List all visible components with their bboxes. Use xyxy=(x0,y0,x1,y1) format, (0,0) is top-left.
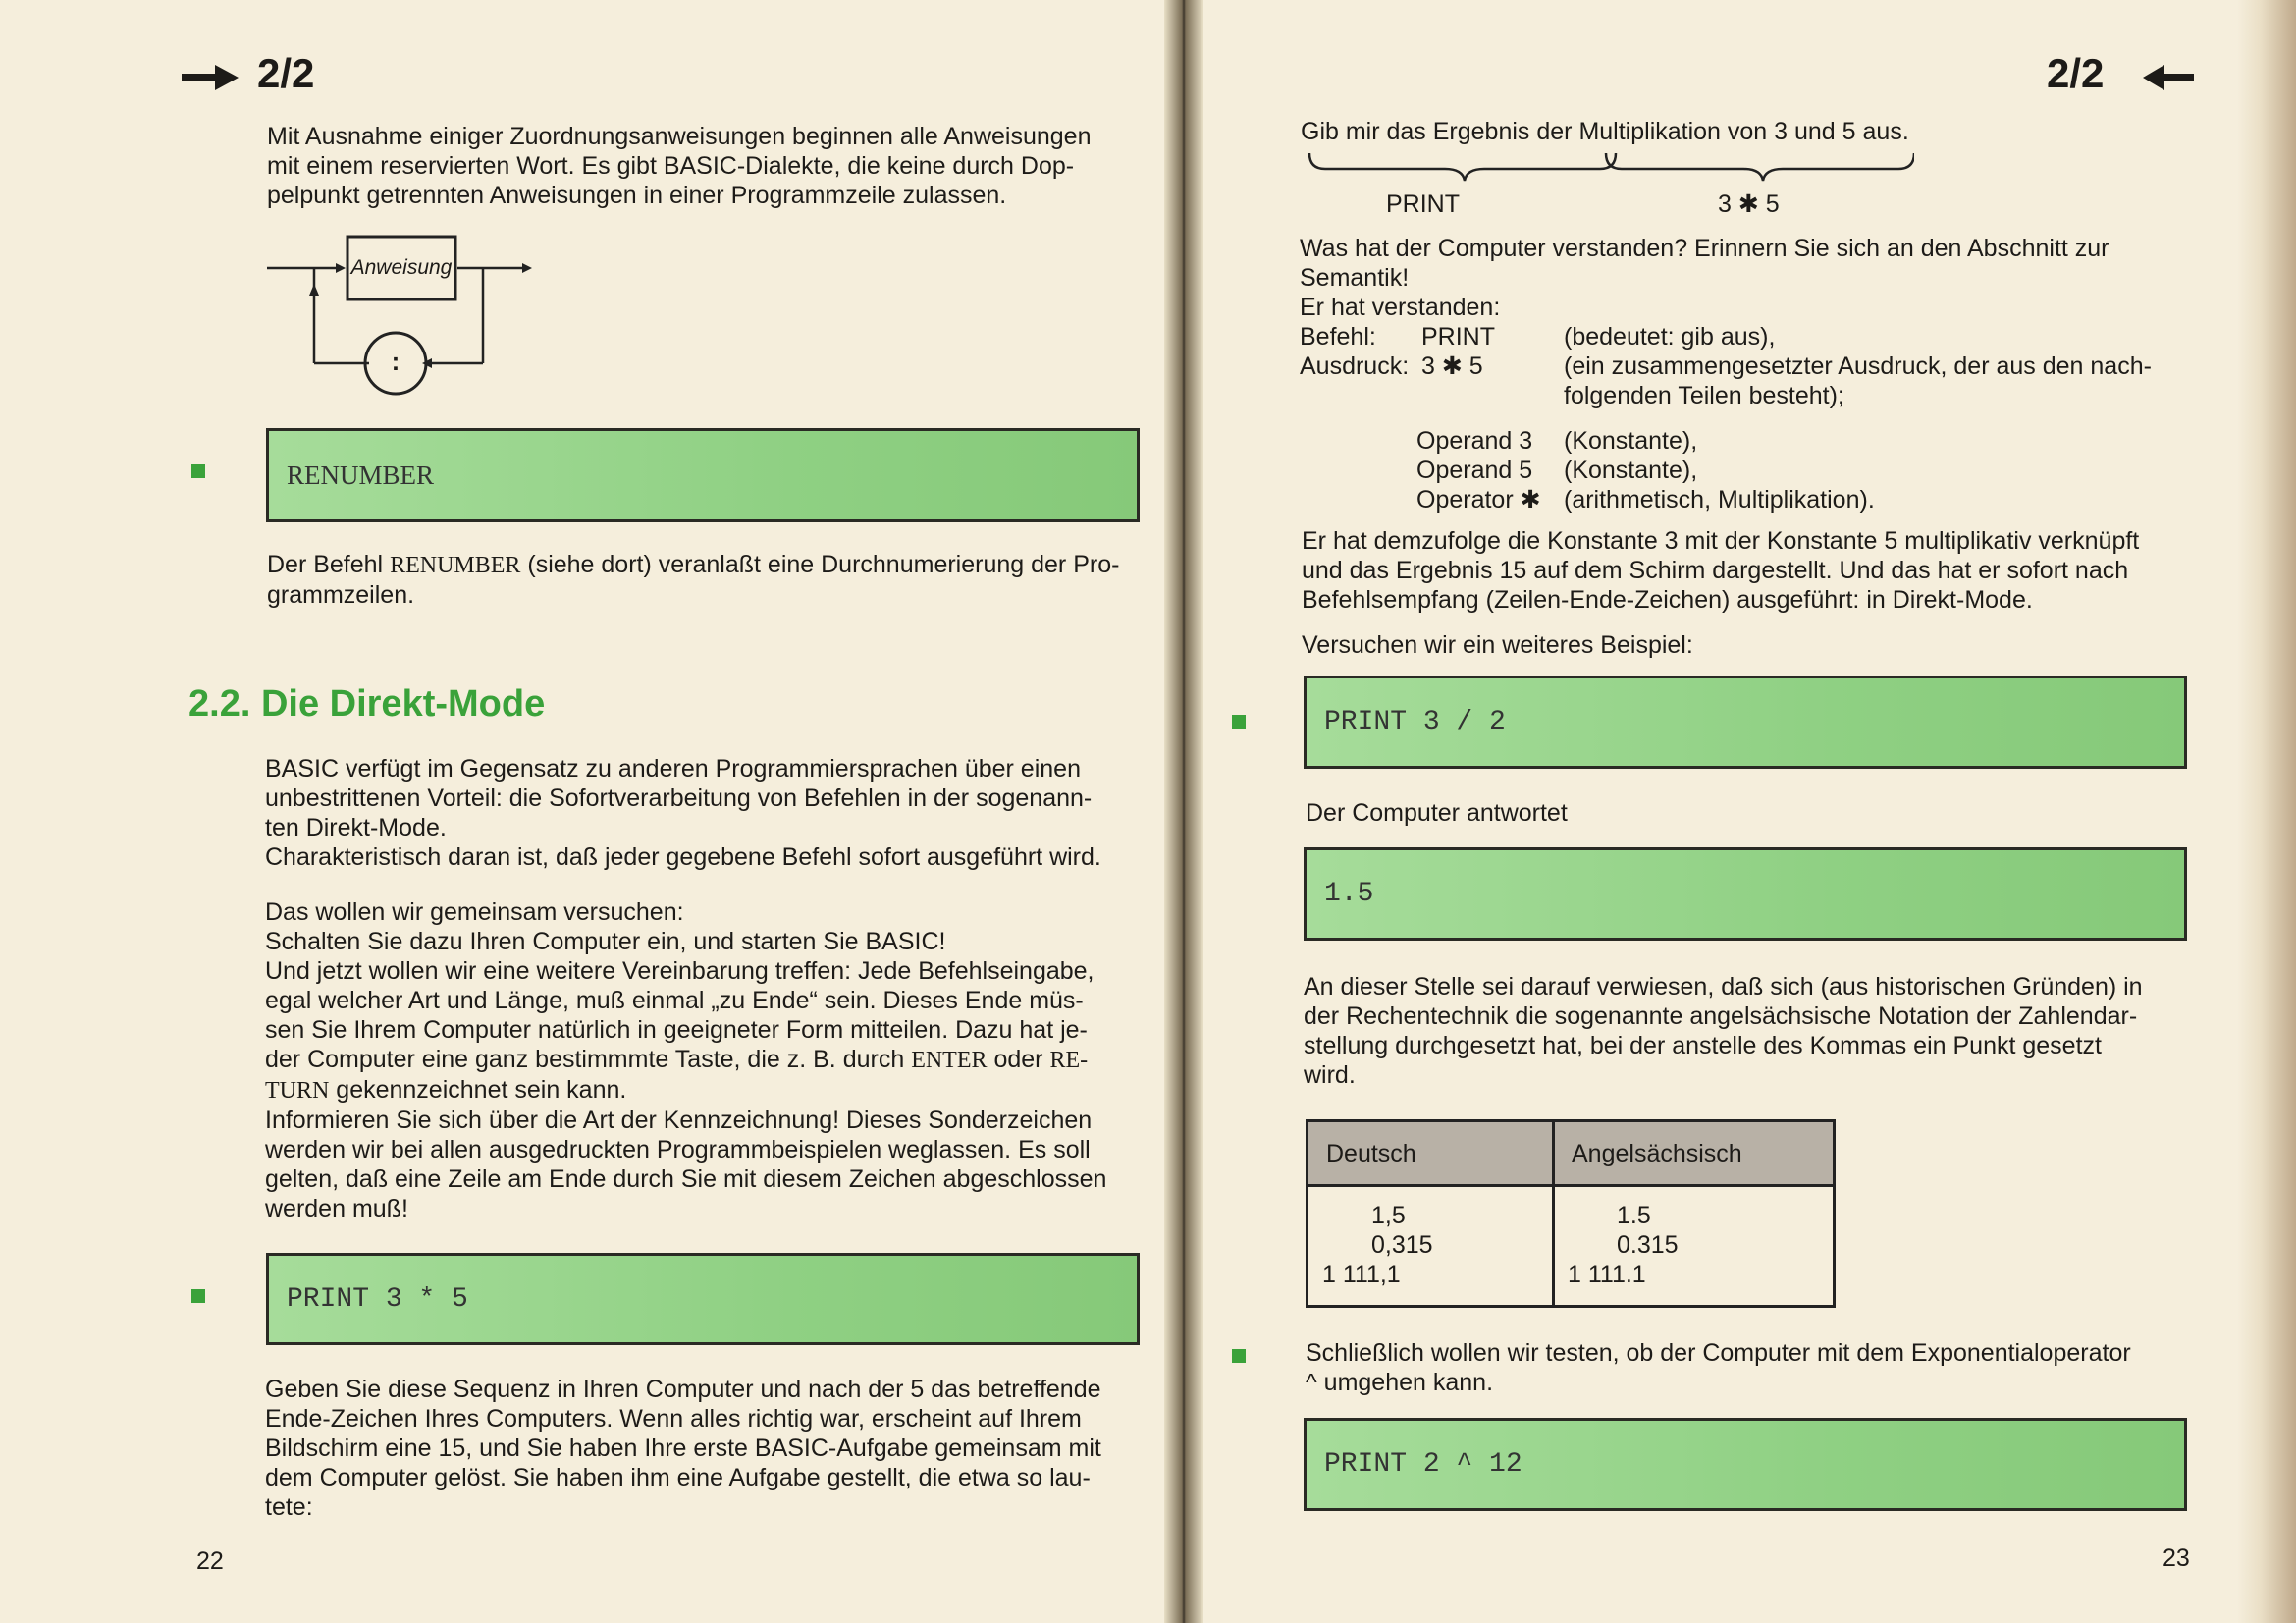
question-paragraph xyxy=(1300,234,2183,322)
table-column-deutsch xyxy=(1322,1201,1538,1289)
arrow-right-icon xyxy=(182,63,240,92)
text-line: Geben Sie diese Sequenz in Ihren Computer und nach der 5 das betreffende xyxy=(265,1376,1101,1403)
ausdruck-description xyxy=(1564,352,2192,410)
text-line: Charakteristisch daran ist, daß jeder gegebene Befehl sofort ausgeführt wird. xyxy=(265,843,1101,871)
text-line: mit einem reservierten Wort. Es gibt BASIC-Dialekte, die keine durch Dop- xyxy=(267,152,1075,180)
renumber-paragraph xyxy=(267,550,1150,610)
book-gutter xyxy=(1164,0,1203,1623)
right-header-label: 2/2 xyxy=(2047,50,2105,96)
text-line: Schalten Sie dazu Ihren Computer ein, und starten Sie BASIC! xyxy=(265,928,946,955)
instructions-paragraph xyxy=(265,897,1153,1223)
diagram-box-label: Anweisung xyxy=(350,256,453,279)
text-line: grammzeilen. xyxy=(267,581,415,609)
text-line: Was hat der Computer verstanden? Erinnern Sie sich an den Abschnitt zur xyxy=(1300,235,2109,262)
notation-paragraph xyxy=(1304,972,2192,1090)
inline-code: ENTER xyxy=(911,1048,988,1073)
text-line xyxy=(265,1045,1153,1075)
text-line: stellung durchgesetzt hat, bei der anstelle des Kommas ein Punkt gesetzt xyxy=(1304,1032,2102,1059)
left-intro-paragraph xyxy=(267,122,1150,210)
inline-code: RE- xyxy=(1049,1048,1089,1073)
code-box-print-exponent xyxy=(1304,1418,2187,1511)
text-line: Er hat demzufolge die Konstante 3 mit der Konstante 5 multiplikativ verknüpft xyxy=(1302,527,2140,555)
operand-list xyxy=(1416,426,2202,514)
brace-marks xyxy=(1306,149,1914,185)
text-line: tete: xyxy=(265,1493,313,1521)
ausdruck-value: 3 ✱ 5 xyxy=(1421,352,1483,380)
text-line xyxy=(265,1075,1153,1106)
text-line: ten Direkt-Mode. xyxy=(265,814,447,841)
operand-row xyxy=(1416,426,2202,456)
befehl-label: Befehl: xyxy=(1300,323,1376,351)
operand-label: Operand 5 xyxy=(1416,457,1533,484)
notation-table xyxy=(1306,1119,1836,1308)
inline-code: RENUMBER xyxy=(390,553,521,578)
table-header-deutsch: Deutsch xyxy=(1326,1140,1416,1167)
text-line: und das Ergebnis 15 auf dem Schirm dargestellt. Und das hat er sofort nach xyxy=(1302,557,2129,584)
instruction-sentence: Gib mir das Ergebnis der Multiplikation von 3 und 5 aus. xyxy=(1301,118,1909,145)
bullet-marker xyxy=(1232,1349,1246,1363)
text-run: der Computer eine ganz bestimmmte Taste, die z. B. durch xyxy=(265,1046,912,1073)
brace-label-expression: 3 ✱ 5 xyxy=(1718,190,1780,218)
section-heading xyxy=(188,681,545,727)
section-number: 2.2. xyxy=(188,683,251,725)
text-line: unbestrittenen Vorteil: die Sofortverarbeitung von Befehlen in der sogenann- xyxy=(265,784,1093,812)
code-text: PRINT 3 * 5 xyxy=(287,1283,468,1315)
explanation-paragraph xyxy=(1302,526,2190,615)
inline-code: TURN xyxy=(265,1078,330,1104)
operand-label: Operator ✱ xyxy=(1416,486,1541,514)
operand-description: (arithmetisch, Multiplikation). xyxy=(1564,486,1875,514)
text-line: An dieser Stelle sei darauf verwiesen, daß sich (aus historischen Gründen) in xyxy=(1304,973,2143,1001)
text-line: ^ umgehen kann. xyxy=(1306,1369,1494,1396)
text-line: Semantik! xyxy=(1300,264,1410,292)
operand-description: (Konstante), xyxy=(1564,427,1698,455)
diagram-separator-label: : xyxy=(391,347,400,376)
table-cell: 0.315 xyxy=(1617,1231,1679,1259)
table-cell: 1,5 xyxy=(1371,1202,1406,1229)
right-header xyxy=(2047,49,2194,100)
operand-label: Operand 3 xyxy=(1416,427,1533,455)
text-run: Der Befehl xyxy=(267,551,391,578)
operand-row xyxy=(1416,485,2202,514)
exponent-paragraph xyxy=(1306,1338,2194,1397)
text-line: folgenden Teilen besteht); xyxy=(1564,382,1844,409)
table-cell: 1 111.1 xyxy=(1568,1261,1646,1288)
text-line: wird. xyxy=(1304,1061,1356,1089)
text-line: sen Sie Ihrem Computer natürlich in geeigneter Form mitteilen. Dazu hat je- xyxy=(265,1016,1088,1044)
operand-description: (Konstante), xyxy=(1564,457,1698,484)
next-example-text: Versuchen wir ein weiteres Beispiel: xyxy=(1302,631,1693,659)
section-title: Die Direkt-Mode xyxy=(260,683,546,725)
text-line: egal welcher Art und Länge, muß einmal „zu Ende“ sein. Dieses Ende müs- xyxy=(265,987,1084,1014)
table-cell: 1.5 xyxy=(1617,1202,1651,1229)
ausdruck-label: Ausdruck: xyxy=(1300,352,1410,380)
text-run: (siehe dort) veranlaßt eine Durchnumerierung der Pro- xyxy=(520,551,1120,578)
text-line: Bildschirm eine 15, und Sie haben Ihre erste BASIC-Aufgabe gemeinsam mit xyxy=(265,1434,1101,1462)
code-box-renumber xyxy=(266,428,1140,522)
result-paragraph xyxy=(265,1375,1153,1522)
text-line: Er hat verstanden: xyxy=(1300,294,1501,321)
table-cell: 0,315 xyxy=(1371,1231,1433,1259)
text-line: dem Computer gelöst. Sie haben ihm eine Aufgabe gestellt, die etwa so lau- xyxy=(265,1464,1091,1491)
text-line: Schließlich wollen wir testen, ob der Computer mit dem Exponentialoperator xyxy=(1306,1339,2131,1367)
text-line: werden muß! xyxy=(265,1195,408,1222)
bullet-marker xyxy=(191,464,205,478)
code-text: RENUMBER xyxy=(287,460,435,490)
code-box-output xyxy=(1304,847,2187,941)
syntax-diagram xyxy=(265,231,540,407)
left-header-label: 2/2 xyxy=(257,50,315,96)
code-text: 1.5 xyxy=(1324,879,1374,909)
page-number-left: 22 xyxy=(196,1547,224,1575)
bullet-marker xyxy=(191,1289,205,1303)
text-line: Das wollen wir gemeinsam versuchen: xyxy=(265,898,684,926)
direct-mode-paragraph xyxy=(265,754,1153,872)
table-header-angelsaechsisch: Angelsächsisch xyxy=(1572,1140,1742,1167)
befehl-description: (bedeutet: gib aus), xyxy=(1564,323,1776,351)
text-line: gelten, daß eine Zeile am Ende durch Sie mit diesem Zeichen abgeschlossen xyxy=(265,1165,1107,1193)
text-line: werden wir bei allen ausgedruckten Programmbeispielen weglassen. Es soll xyxy=(265,1136,1091,1163)
befehl-value: PRINT xyxy=(1421,323,1495,351)
computer-answer-label: Der Computer antwortet xyxy=(1306,799,1568,827)
table-divider xyxy=(1552,1122,1555,1305)
text-line: BASIC verfügt im Gegensatz zu anderen Programmiersprachen über einen xyxy=(265,755,1081,783)
text-line: Mit Ausnahme einiger Zuordnungsanweisungen beginnen alle Anweisungen xyxy=(267,123,1092,150)
code-box-print-multiply xyxy=(266,1253,1140,1345)
text-line: der Rechentechnik die sogenannte angelsächsische Notation der Zahlendar- xyxy=(1304,1002,2138,1030)
operand-row xyxy=(1416,456,2202,485)
text-run: oder xyxy=(987,1046,1050,1073)
text-line: Informieren Sie sich über die Art der Kennzeichnung! Dieses Sonderzeichen xyxy=(265,1107,1093,1134)
text-line: Ende-Zeichen Ihres Computers. Wenn alles richtig war, erscheint auf Ihrem xyxy=(265,1405,1082,1433)
brace-label-print: PRINT xyxy=(1386,190,1460,218)
text-line xyxy=(267,550,1150,580)
text-line: Befehlsempfang (Zeilen-Ende-Zeichen) ausgeführt: in Direkt-Mode. xyxy=(1302,586,2033,614)
table-cell: 1 111,1 xyxy=(1322,1261,1401,1288)
code-box-print-divide xyxy=(1304,676,2187,769)
code-text: PRINT 3 / 2 xyxy=(1324,707,1506,737)
bullet-marker xyxy=(1232,715,1246,729)
text-line: (ein zusammengesetzter Ausdruck, der aus den nach- xyxy=(1564,352,2152,380)
book-edge-right xyxy=(2237,0,2296,1623)
text-run: gekennzeichnet sein kann. xyxy=(329,1076,627,1104)
text-line: Und jetzt wollen wir eine weitere Vereinbarung treffen: Jede Befehlseingabe, xyxy=(265,957,1095,985)
table-column-angelsaechsisch xyxy=(1568,1201,1823,1289)
code-text: PRINT 2 ^ 12 xyxy=(1324,1449,1522,1480)
page-number-right: 23 xyxy=(2163,1544,2190,1572)
text-line: pelpunkt getrennten Anweisungen in einer Programmzeile zulassen. xyxy=(267,182,1007,209)
arrow-left-icon xyxy=(2143,63,2194,92)
